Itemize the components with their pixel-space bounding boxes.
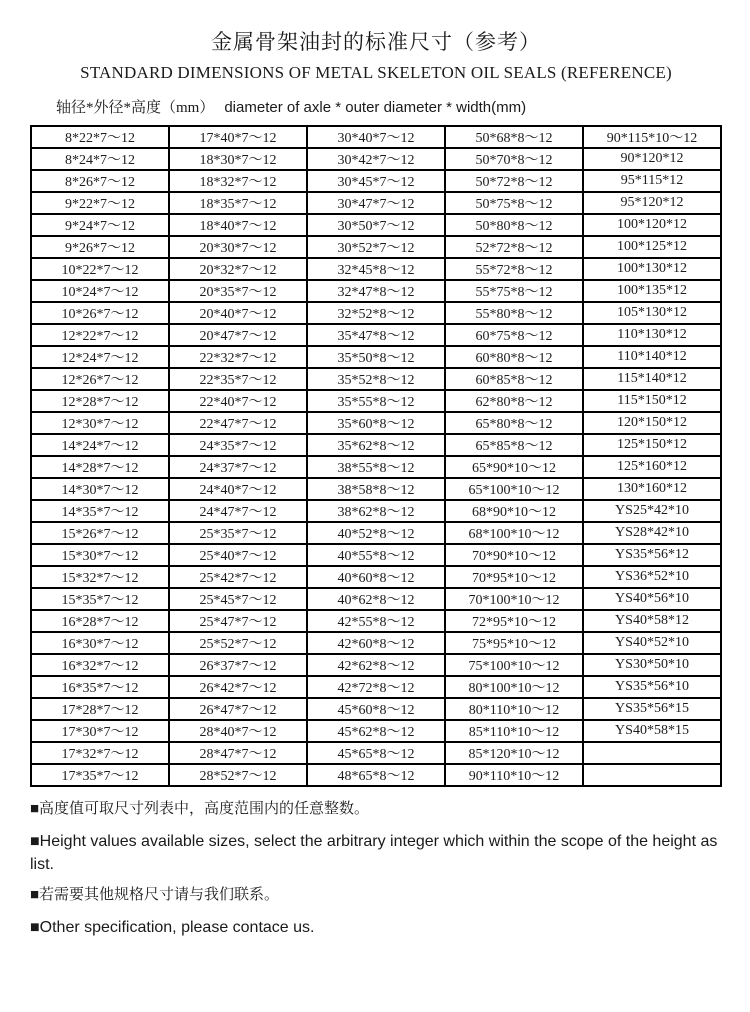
size-cell: 38*62*8～12: [307, 500, 445, 522]
size-cell: 18*32*7～12: [169, 170, 307, 192]
size-cell: 50*72*8～12: [445, 170, 583, 192]
size-cell: 95*115*12: [583, 170, 721, 192]
size-cell: [583, 742, 721, 764]
size-cell: 16*28*7～12: [31, 610, 169, 632]
size-cell: 35*62*8～12: [307, 434, 445, 456]
size-cell: 48*65*8～12: [307, 764, 445, 786]
size-cell: YS35*56*10: [583, 676, 721, 698]
size-cell: 120*150*12: [583, 412, 721, 434]
size-cell: 20*47*7～12: [169, 324, 307, 346]
size-cell: 60*75*8～12: [445, 324, 583, 346]
size-cell: YS40*56*10: [583, 588, 721, 610]
size-cell: 26*37*7～12: [169, 654, 307, 676]
size-cell: 55*80*8～12: [445, 302, 583, 324]
size-cell: 38*55*8～12: [307, 456, 445, 478]
size-cell: 26*47*7～12: [169, 698, 307, 720]
size-cell: 30*52*7～12: [307, 236, 445, 258]
size-cell: 70*90*10～12: [445, 544, 583, 566]
size-cell: 35*52*8～12: [307, 368, 445, 390]
size-cell: 20*40*7～12: [169, 302, 307, 324]
size-cell: 30*50*7～12: [307, 214, 445, 236]
size-cell: 10*26*7～12: [31, 302, 169, 324]
size-cell: 22*32*7～12: [169, 346, 307, 368]
size-cell: YS28*42*10: [583, 522, 721, 544]
size-cell: 35*55*8～12: [307, 390, 445, 412]
size-cell: 15*26*7～12: [31, 522, 169, 544]
size-cell: 90*120*12: [583, 148, 721, 170]
size-cell: 75*95*10～12: [445, 632, 583, 654]
size-cell: YS25*42*10: [583, 500, 721, 522]
size-cell: 25*35*7～12: [169, 522, 307, 544]
size-cell: 14*28*7～12: [31, 456, 169, 478]
size-cell: 65*85*8～12: [445, 434, 583, 456]
size-cell: 18*40*7～12: [169, 214, 307, 236]
size-cell: YS36*52*10: [583, 566, 721, 588]
size-cell: 8*22*7～12: [31, 126, 169, 148]
size-cell: 18*35*7～12: [169, 192, 307, 214]
size-cell: 60*80*8～12: [445, 346, 583, 368]
size-cell: 40*55*8～12: [307, 544, 445, 566]
size-cell: 25*42*7～12: [169, 566, 307, 588]
size-cell: 12*30*7～12: [31, 412, 169, 434]
size-cell: 22*40*7～12: [169, 390, 307, 412]
page-title-chinese: 金属骨架油封的标准尺寸（参考）: [211, 30, 541, 54]
note-height-en: ■Height values available sizes, select the arbitrary integer which within the scope of the height as list.: [30, 832, 718, 873]
table-row: [31, 258, 721, 280]
table-row: [31, 412, 721, 434]
table-row: [31, 192, 721, 214]
size-cell: 24*37*7～12: [169, 456, 307, 478]
size-cell: 130*160*12: [583, 478, 721, 500]
size-cell: 18*30*7～12: [169, 148, 307, 170]
size-cell: 17*30*7～12: [31, 720, 169, 742]
table-row: [31, 434, 721, 456]
size-cell: 17*32*7～12: [31, 742, 169, 764]
size-cell: 85*110*10～12: [445, 720, 583, 742]
size-cell: 68*90*10～12: [445, 500, 583, 522]
size-cell: 20*32*7～12: [169, 258, 307, 280]
size-cell: 105*130*12: [583, 302, 721, 324]
table-row: [31, 390, 721, 412]
size-cell: 65*80*8～12: [445, 412, 583, 434]
size-table-body: [31, 126, 721, 786]
table-row: [31, 214, 721, 236]
size-cell: 25*45*7～12: [169, 588, 307, 610]
size-cell: 14*35*7～12: [31, 500, 169, 522]
size-cell: 80*100*10～12: [445, 676, 583, 698]
size-cell: 125*160*12: [583, 456, 721, 478]
size-cell: 24*35*7～12: [169, 434, 307, 456]
size-cell: 28*52*7～12: [169, 764, 307, 786]
table-row: [31, 456, 721, 478]
size-cell: 14*30*7～12: [31, 478, 169, 500]
size-cell: 17*28*7～12: [31, 698, 169, 720]
size-cell: 85*120*10～12: [445, 742, 583, 764]
size-cell: 80*110*10～12: [445, 698, 583, 720]
size-cell: YS40*52*10: [583, 632, 721, 654]
size-cell: 72*95*10～12: [445, 610, 583, 632]
table-row: [31, 324, 721, 346]
size-cell: 9*26*7～12: [31, 236, 169, 258]
size-cell: 65*90*10～12: [445, 456, 583, 478]
note-contact-en: ■Other specification, please contace us.: [30, 918, 315, 936]
size-cell: 42*72*8～12: [307, 676, 445, 698]
table-row: [31, 302, 721, 324]
size-cell: 35*60*8～12: [307, 412, 445, 434]
size-cell: 12*26*7～12: [31, 368, 169, 390]
table-row: [31, 632, 721, 654]
size-cell: 115*150*12: [583, 390, 721, 412]
size-cell: 32*47*8～12: [307, 280, 445, 302]
size-cell: 8*24*7～12: [31, 148, 169, 170]
table-row: [31, 500, 721, 522]
table-row: [31, 742, 721, 764]
table-row: [31, 280, 721, 302]
size-cell: 95*120*12: [583, 192, 721, 214]
size-cell: 15*32*7～12: [31, 566, 169, 588]
size-cell: 12*24*7～12: [31, 346, 169, 368]
size-cell: 12*22*7～12: [31, 324, 169, 346]
size-cell: 28*47*7～12: [169, 742, 307, 764]
table-row: [31, 346, 721, 368]
size-cell: YS30*50*10: [583, 654, 721, 676]
notes-section: [30, 799, 722, 939]
size-cell: 115*140*12: [583, 368, 721, 390]
size-cell: 40*52*8～12: [307, 522, 445, 544]
page-title-english: STANDARD DIMENSIONS OF METAL SKELETON OIL SEALS (REFERENCE): [80, 63, 672, 82]
table-row: [31, 236, 721, 258]
size-cell: 35*47*8～12: [307, 324, 445, 346]
size-cell: 20*30*7～12: [169, 236, 307, 258]
size-cell: 25*47*7～12: [169, 610, 307, 632]
size-cell: 28*40*7～12: [169, 720, 307, 742]
size-cell: 110*130*12: [583, 324, 721, 346]
size-cell: 16*30*7～12: [31, 632, 169, 654]
size-cell: 45*60*8～12: [307, 698, 445, 720]
size-cell: 50*70*8～12: [445, 148, 583, 170]
size-cell: 55*72*8～12: [445, 258, 583, 280]
table-row: [31, 522, 721, 544]
size-cell: 42*60*8～12: [307, 632, 445, 654]
spec-header: [56, 96, 722, 117]
size-cell: YS35*56*15: [583, 698, 721, 720]
size-cell: 100*120*12: [583, 214, 721, 236]
size-cell: 100*130*12: [583, 258, 721, 280]
size-cell: 9*22*7～12: [31, 192, 169, 214]
size-cell: 70*100*10～12: [445, 588, 583, 610]
spec-header-chinese: 轴径*外径*高度（mm）: [56, 100, 215, 116]
size-cell: 70*95*10～12: [445, 566, 583, 588]
size-cell: 42*55*8～12: [307, 610, 445, 632]
size-cell: 14*24*7～12: [31, 434, 169, 456]
size-cell: 40*62*8～12: [307, 588, 445, 610]
size-cell: 100*135*12: [583, 280, 721, 302]
spec-header-english: diameter of axle * outer diameter * width(mm): [224, 99, 527, 116]
size-cell: 38*58*8～12: [307, 478, 445, 500]
size-cell: 35*50*8～12: [307, 346, 445, 368]
table-row: [31, 478, 721, 500]
size-cell: 24*47*7～12: [169, 500, 307, 522]
table-row: [31, 368, 721, 390]
size-cell: 68*100*10～12: [445, 522, 583, 544]
table-row: [31, 764, 721, 786]
table-row: [31, 544, 721, 566]
size-cell: 30*40*7～12: [307, 126, 445, 148]
size-cell: 16*35*7～12: [31, 676, 169, 698]
size-cell: 90*110*10～12: [445, 764, 583, 786]
size-cell: 42*62*8～12: [307, 654, 445, 676]
size-cell: 17*35*7～12: [31, 764, 169, 786]
size-cell: 100*125*12: [583, 236, 721, 258]
table-row: [31, 654, 721, 676]
size-cell: 65*100*10～12: [445, 478, 583, 500]
size-cell: 15*35*7～12: [31, 588, 169, 610]
size-cell: [583, 764, 721, 786]
size-cell: 20*35*7～12: [169, 280, 307, 302]
table-row: [31, 588, 721, 610]
size-cell: 110*140*12: [583, 346, 721, 368]
size-cell: 8*26*7～12: [31, 170, 169, 192]
table-row: [31, 720, 721, 742]
note-height-zh: ■高度值可取尺寸列表中，高度范围内的任意整数。: [30, 801, 370, 817]
size-cell: 26*42*7～12: [169, 676, 307, 698]
table-row: [31, 698, 721, 720]
table-row: [31, 566, 721, 588]
size-cell: 30*47*7～12: [307, 192, 445, 214]
size-cell: 10*22*7～12: [31, 258, 169, 280]
table-row: [31, 676, 721, 698]
size-cell: 50*68*8～12: [445, 126, 583, 148]
size-cell: 55*75*8～12: [445, 280, 583, 302]
size-cell: 22*47*7～12: [169, 412, 307, 434]
size-cell: 10*24*7～12: [31, 280, 169, 302]
size-cell: 12*28*7～12: [31, 390, 169, 412]
size-cell: 17*40*7～12: [169, 126, 307, 148]
size-table: [30, 125, 722, 787]
size-cell: 15*30*7～12: [31, 544, 169, 566]
table-row: [31, 148, 721, 170]
size-cell: 24*40*7～12: [169, 478, 307, 500]
size-cell: 75*100*10～12: [445, 654, 583, 676]
size-cell: 32*52*8～12: [307, 302, 445, 324]
size-cell: 52*72*8～12: [445, 236, 583, 258]
size-cell: 9*24*7～12: [31, 214, 169, 236]
size-cell: 22*35*7～12: [169, 368, 307, 390]
note-contact-zh: ■若需要其他规格尺寸请与我们联系。: [30, 887, 280, 904]
size-cell: 30*42*7～12: [307, 148, 445, 170]
size-cell: 25*52*7～12: [169, 632, 307, 654]
size-cell: YS40*58*15: [583, 720, 721, 742]
size-cell: 125*150*12: [583, 434, 721, 456]
size-cell: 50*80*8～12: [445, 214, 583, 236]
size-cell: 62*80*8～12: [445, 390, 583, 412]
table-row: [31, 126, 721, 148]
size-cell: 90*115*10～12: [583, 126, 721, 148]
size-cell: 60*85*8～12: [445, 368, 583, 390]
table-row: [31, 170, 721, 192]
size-cell: 30*45*7～12: [307, 170, 445, 192]
size-cell: 45*62*8～12: [307, 720, 445, 742]
size-cell: YS35*56*12: [583, 544, 721, 566]
table-row: [31, 610, 721, 632]
size-cell: 16*32*7～12: [31, 654, 169, 676]
size-cell: 32*45*8～12: [307, 258, 445, 280]
size-cell: 25*40*7～12: [169, 544, 307, 566]
size-cell: YS40*58*12: [583, 610, 721, 632]
size-cell: 50*75*8～12: [445, 192, 583, 214]
size-cell: 40*60*8～12: [307, 566, 445, 588]
size-cell: 45*65*8～12: [307, 742, 445, 764]
